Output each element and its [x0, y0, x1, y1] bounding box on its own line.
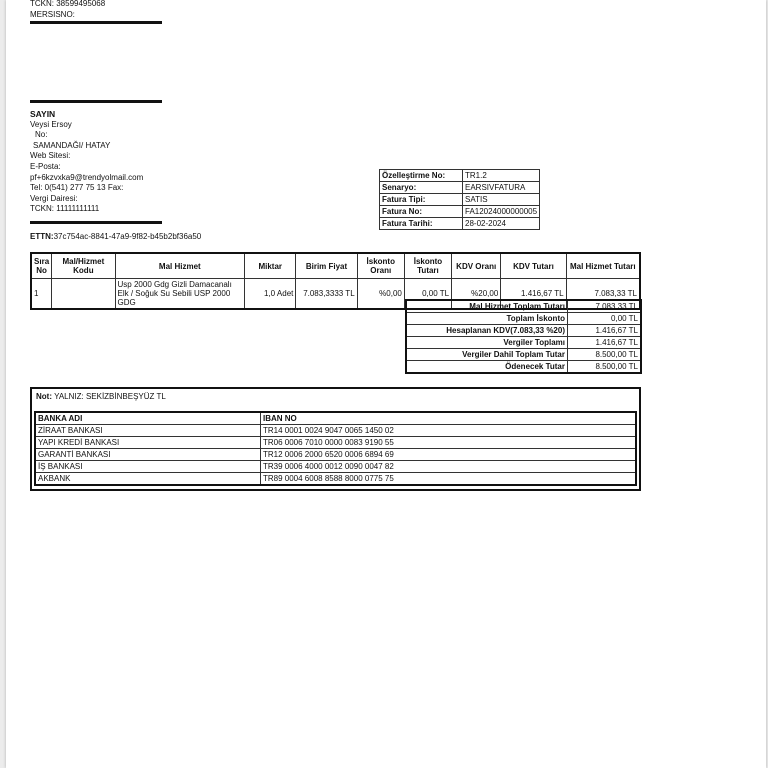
totals-key: Hesaplanan KDV(7.083,33 %20) — [406, 325, 568, 337]
col-header-quantity: Miktar — [245, 253, 296, 279]
items-header-row — [31, 253, 640, 279]
buyer-title: SAYIN — [30, 109, 56, 119]
cell-unit-price: 7.083,3333 TL — [296, 279, 357, 310]
bank-iban: TR12 0006 2000 6520 0006 6894 69 — [261, 449, 637, 461]
ettn-line — [30, 232, 201, 241]
bank-name: GARANTİ BANKASI — [35, 449, 261, 461]
table-row — [35, 461, 636, 473]
col-header-vat-amount: KDV Tutarı — [501, 253, 566, 279]
totals-value: 1.416,67 TL — [568, 337, 642, 349]
table-row — [35, 473, 636, 486]
meta-key: Fatura Tipi: — [380, 194, 463, 206]
invoice-page — [6, 0, 766, 768]
meta-row — [380, 194, 540, 206]
bank-name: ZİRAAT BANKASI — [35, 425, 261, 437]
bank-iban: TR06 0006 7010 0000 0083 9190 55 — [261, 437, 637, 449]
totals-row — [406, 313, 641, 325]
totals-row — [406, 325, 641, 337]
cell-vat-rate: %20,00 — [452, 279, 501, 310]
buyer-phone: Tel: 0(541) 277 75 13 Fax: — [30, 183, 124, 193]
buyer-bottom-divider — [30, 221, 162, 224]
bank-header-row — [35, 412, 636, 425]
cell-discount-amount: 0,00 TL — [404, 279, 451, 310]
buyer-email-label: E-Posta: — [30, 161, 61, 171]
meta-row — [380, 170, 540, 182]
cell-description: Usp 2000 Gdg Gizli Damacanalı Elk / Soğuk Su Sebili USP 2000 GDG — [115, 279, 245, 310]
meta-key: Fatura No: — [380, 206, 463, 218]
totals-value: 8.500,00 TL — [568, 361, 642, 374]
meta-row — [380, 218, 540, 230]
bank-name: AKBANK — [35, 473, 261, 486]
seller-tckn: TCKN: 38599495068 — [30, 0, 106, 8]
buyer-name: Veysi Ersoy — [30, 119, 72, 129]
ettn-value: 37c754ac-8841-47a9-9f82-b45b2bf36a50 — [53, 232, 202, 241]
cell-line-total: 7.083,33 TL — [566, 279, 640, 310]
meta-value: SATIS — [463, 194, 540, 206]
totals-key: Vergiler Toplamı — [406, 337, 568, 349]
notes-box — [30, 387, 641, 491]
invoice-meta-table — [379, 169, 540, 230]
col-header-unit-price: Birim Fiyat — [296, 253, 357, 279]
meta-key: Özelleştirme No: — [380, 170, 463, 182]
totals-row — [406, 361, 641, 374]
totals-key: Toplam İskonto — [406, 313, 568, 325]
cell-code — [52, 279, 115, 310]
buyer-website: Web Sitesi: — [30, 151, 71, 161]
meta-row — [380, 206, 540, 218]
buyer-top-divider — [30, 100, 162, 103]
totals-value: 1.416,67 TL — [568, 325, 642, 337]
col-header-description: Mal Hizmet — [115, 253, 245, 279]
col-header-vat-rate: KDV Oranı — [452, 253, 501, 279]
ettn-label: ETTN: — [30, 232, 54, 241]
seller-divider — [30, 21, 162, 24]
meta-value: TR1.2 — [463, 170, 540, 182]
bank-iban: TR89 0004 6008 8588 8000 0775 75 — [261, 473, 637, 486]
meta-row — [380, 182, 540, 194]
meta-key: Fatura Tarihi: — [380, 218, 463, 230]
bank-accounts-table — [34, 411, 637, 486]
bank-iban: TR14 0001 0024 9047 0065 1450 02 — [261, 425, 637, 437]
buyer-block — [30, 109, 143, 215]
col-header-line-total: Mal Hizmet Tutarı — [566, 253, 640, 279]
table-row — [35, 425, 636, 437]
cell-quantity: 1,0 Adet — [245, 279, 296, 310]
col-header-discount-amount: İskonto Tutarı — [404, 253, 451, 279]
col-header-bank-name: BANKA ADI — [35, 412, 261, 425]
totals-row — [406, 337, 641, 349]
note-text: YALNIZ: SEKİZBİNBEŞYÜZ TL — [54, 392, 166, 401]
bank-name: YAPI KREDİ BANKASI — [35, 437, 261, 449]
totals-key: Vergiler Dahil Toplam Tutar — [406, 349, 568, 361]
meta-value: 28-02-2024 — [463, 218, 540, 230]
table-row — [35, 449, 636, 461]
totals-value: 8.500,00 TL — [568, 349, 642, 361]
col-header-iban: IBAN NO — [261, 412, 637, 425]
totals-key: Mal Hizmet Toplam Tutarı — [406, 300, 568, 313]
col-header-discount-rate: İskonto Oranı — [357, 253, 404, 279]
cell-vat-amount: 1.416,67 TL — [501, 279, 566, 310]
totals-key: Ödenecek Tutar — [406, 361, 568, 374]
buyer-city: SAMANDAĞI/ HATAY — [33, 140, 111, 150]
cell-discount-rate: %0,00 — [357, 279, 404, 310]
buyer-no: No: — [35, 130, 48, 140]
buyer-tax-office: Vergi Dairesi: — [30, 193, 78, 203]
note-line — [36, 392, 166, 401]
totals-table — [405, 299, 642, 374]
meta-value: FA12024000000005 — [463, 206, 540, 218]
buyer-tckn: TCKN: 11111111111 — [30, 204, 100, 214]
cell-index: 1 — [31, 279, 52, 310]
meta-key: Senaryo: — [380, 182, 463, 194]
totals-value: 7.083,33 TL — [568, 300, 642, 313]
table-row — [35, 437, 636, 449]
buyer-email: pf+6kzvxka9@trendyolmail.com — [30, 172, 144, 182]
totals-row — [406, 300, 641, 313]
note-label: Not: — [36, 392, 52, 401]
meta-value: EARSIVFATURA — [463, 182, 540, 194]
totals-value: 0,00 TL — [568, 313, 642, 325]
col-header-index: Sıra No — [31, 253, 52, 279]
col-header-code: Mal/Hizmet Kodu — [52, 253, 115, 279]
bank-iban: TR39 0006 4000 0012 0090 0047 82 — [261, 461, 637, 473]
totals-row — [406, 349, 641, 361]
bank-name: İŞ BANKASI — [35, 461, 261, 473]
seller-block — [30, 0, 105, 20]
seller-mersis: MERSISNO: — [30, 10, 75, 19]
